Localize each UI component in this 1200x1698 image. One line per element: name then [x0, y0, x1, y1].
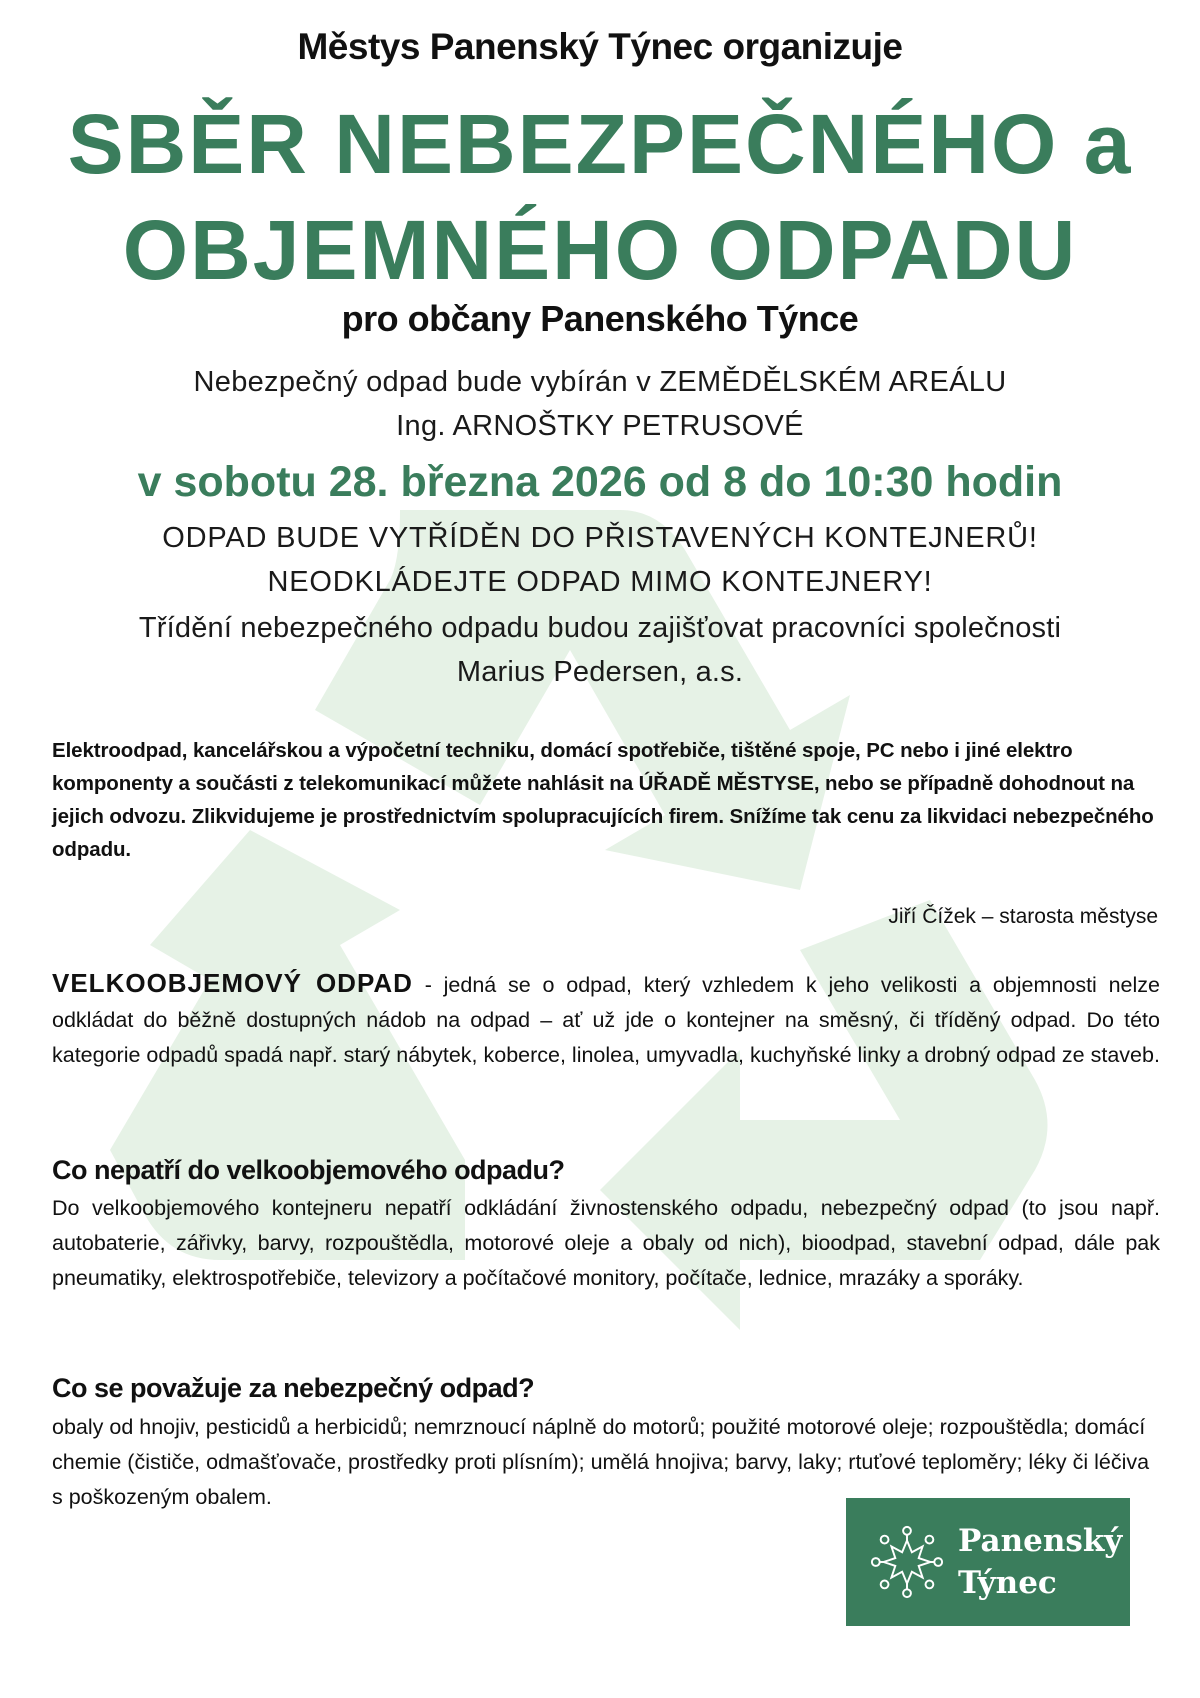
bulky-waste-lead: VELKOOBJEMOVÝ ODPAD [52, 968, 413, 998]
notice-no-dumping: NEODKLÁDEJTE ODPAD MIMO KONTEJNERY! [267, 566, 933, 598]
subtitle: pro občany Panenského Týnce [341, 298, 859, 339]
notice-company: Marius Pedersen, a.s. [456, 656, 744, 688]
municipality-logo [846, 1498, 1130, 1626]
notice-sorted: ODPAD BUDE VYTŘÍDĚN DO PŘISTAVENÝCH KONTEJNERŮ! [162, 522, 1038, 554]
section-text-hazardous: obaly od hnojiv, pesticidů a herbicidů; nemrznoucí náplně do motorů; použité motorové oleje; rozpouštědla; domácí chemie (čističe, odmašťovače, prostředky proti plísním); umělá hnojiva; barvy, laky; rtuťové teploměry; léky či léčiva s poškozeným obalem. [52, 1415, 1150, 1509]
event-date-time: v sobotu 28. března 2026 od 8 do 10:30 hodin [137, 458, 1063, 506]
notice-sorting-staff: Třídění nebezpečného odpadu budou zajišťovat pracovníci společnosti [138, 612, 1062, 644]
bulky-waste-text: - jedná se o odpad, který vzhledem k jeho velikosti a objemnosti nelze odkládat do běžně dostupných nádob na odpad – ať už jde o kontejner na směsný, či tříděný odpad. Do této kategorie odpadů spadá např. starý nábytek, koberce, linolea, umyvadla, kuchyňské linky a drobný odpad ze staveb. [52, 973, 1160, 1067]
electro-waste-paragraph: Elektroodpad, kancelářskou a výpočetní techniku, domácí spotřebiče, tištěné spoje, PC nebo i jiné elektro komponenty a součásti z telekomunikací můžete nahlásit na ÚŘADĚ MĚSTYSE, nebo se případně dohodnout na jejich odvozu. Zlikvidujeme je prostřednictvím spolupracujících firem. Snížíme tak cenu za likvidaci nebezpečného odpadu. [52, 739, 1154, 861]
signature: Jiří Čížek – starosta městyse [888, 905, 1158, 928]
section-heading-hazardous: Co se považuje za nebezpečný odpad? [52, 1373, 535, 1403]
flower-emblem-icon [868, 1523, 946, 1601]
section-heading-not-bulky: Co nepatří do velkoobjemového odpadu? [52, 1155, 565, 1185]
location-line-1: Nebezpečný odpad bude vybírán v ZEMĚDĚLSKÉM AREÁLU [193, 366, 1007, 398]
title-line-1: SBĚR NEBEZPEČNÉHO a [67, 97, 1133, 191]
logo-text-line-2: Týnec [958, 1565, 1057, 1601]
logo-text-line-1: Panenský [958, 1523, 1123, 1559]
intro-line: Městys Panenský Týnec organizuje [297, 26, 903, 67]
title-line-2: OBJEMNÉHO ODPADU [122, 203, 1078, 297]
location-line-2: Ing. ARNOŠTKY PETRUSOVÉ [396, 410, 804, 442]
section-text-not-bulky: Do velkoobjemového kontejneru nepatří odkládání živnostenského odpadu, nebezpečný odpad (to jsou např. autobaterie, zářivky, barvy, rozpouštědla, motorové oleje a obaly od nich), bioodpad, stavební odpad, dále pak pneumatiky, elektrospotřebiče, televizory a počítačové monitory, počítače, lednice, mrazáky a sporáky. [52, 1196, 1160, 1290]
logo-text [958, 1520, 1122, 1604]
bulky-waste-paragraph [52, 966, 1160, 1073]
